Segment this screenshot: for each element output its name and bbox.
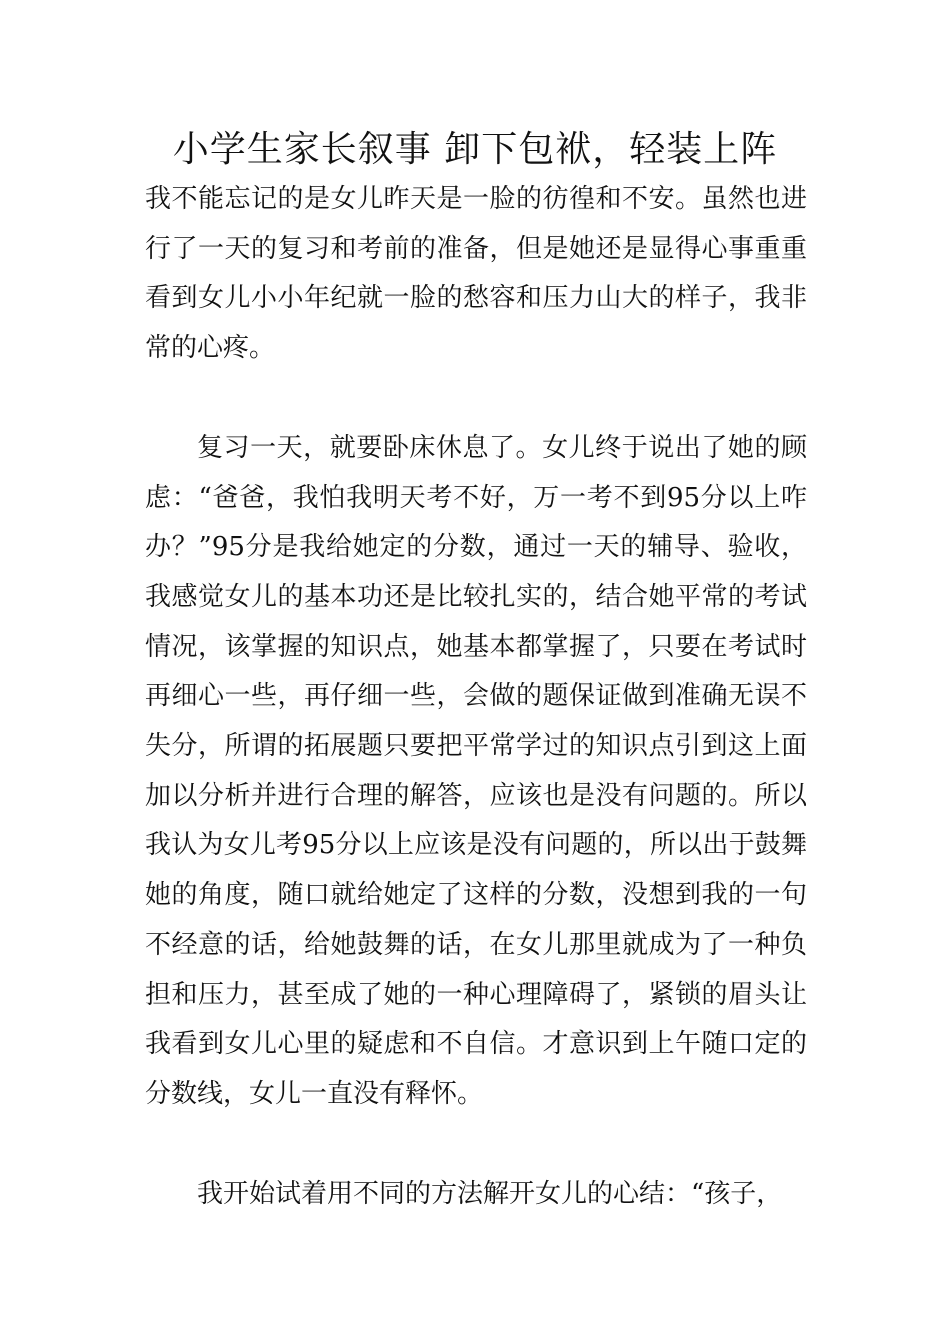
paragraph-3: 我开始试着用不同的方法解开女儿的心结：“孩子， <box>197 1178 783 1209</box>
paragraph-gap <box>145 374 807 424</box>
paragraph-1: 我不能忘记的是女儿昨天是一脸的彷徨和不安。虽然也进行了一天的复习和考前的准备，但是她还是显得心事重重看到女儿小小年纪就一脸的愁容和压力山大的样子，我非常的心疼。 <box>145 184 807 364</box>
document-title: 小学生家长叙事 卸下包袱，轻装上阵 <box>172 129 778 170</box>
paragraph-gap <box>145 1120 807 1170</box>
paragraph-2: 复习一天，就要卧床休息了。女儿终于说出了她的顾虑：“爸爸，我怕我明天考不好，万一考不到95分以上咋办？”95分是我给她定的分数，通过一天的辅导、验收，我感觉女儿的基本功还是比较扎实的，结合她平常的考试情况，该掌握的知识点，她基本都掌握了，只要在考试时再细心一些，再仔细一些，会做的题保证做到准确无误不失分，所谓的拓展题只要把平常学过的知识点引到这上面加以分析并进行合理的解答，应该也是没有问题的。所以我认为女儿考95分以上应该是没有问题的，所以出于鼓舞她的角度，随口就给她定了这样的分数，没想到我的一句不经意的话，给她鼓舞的话，在女儿那里就成为了一种负担和压力，甚至成了她的一种心理障碍了，紧锁的眉头让我看到女儿心里的疑虑和不自信。才意识到上午随口定的分数线，女儿一直没有释怀。 <box>145 432 807 1109</box>
document-body <box>145 175 807 1219</box>
